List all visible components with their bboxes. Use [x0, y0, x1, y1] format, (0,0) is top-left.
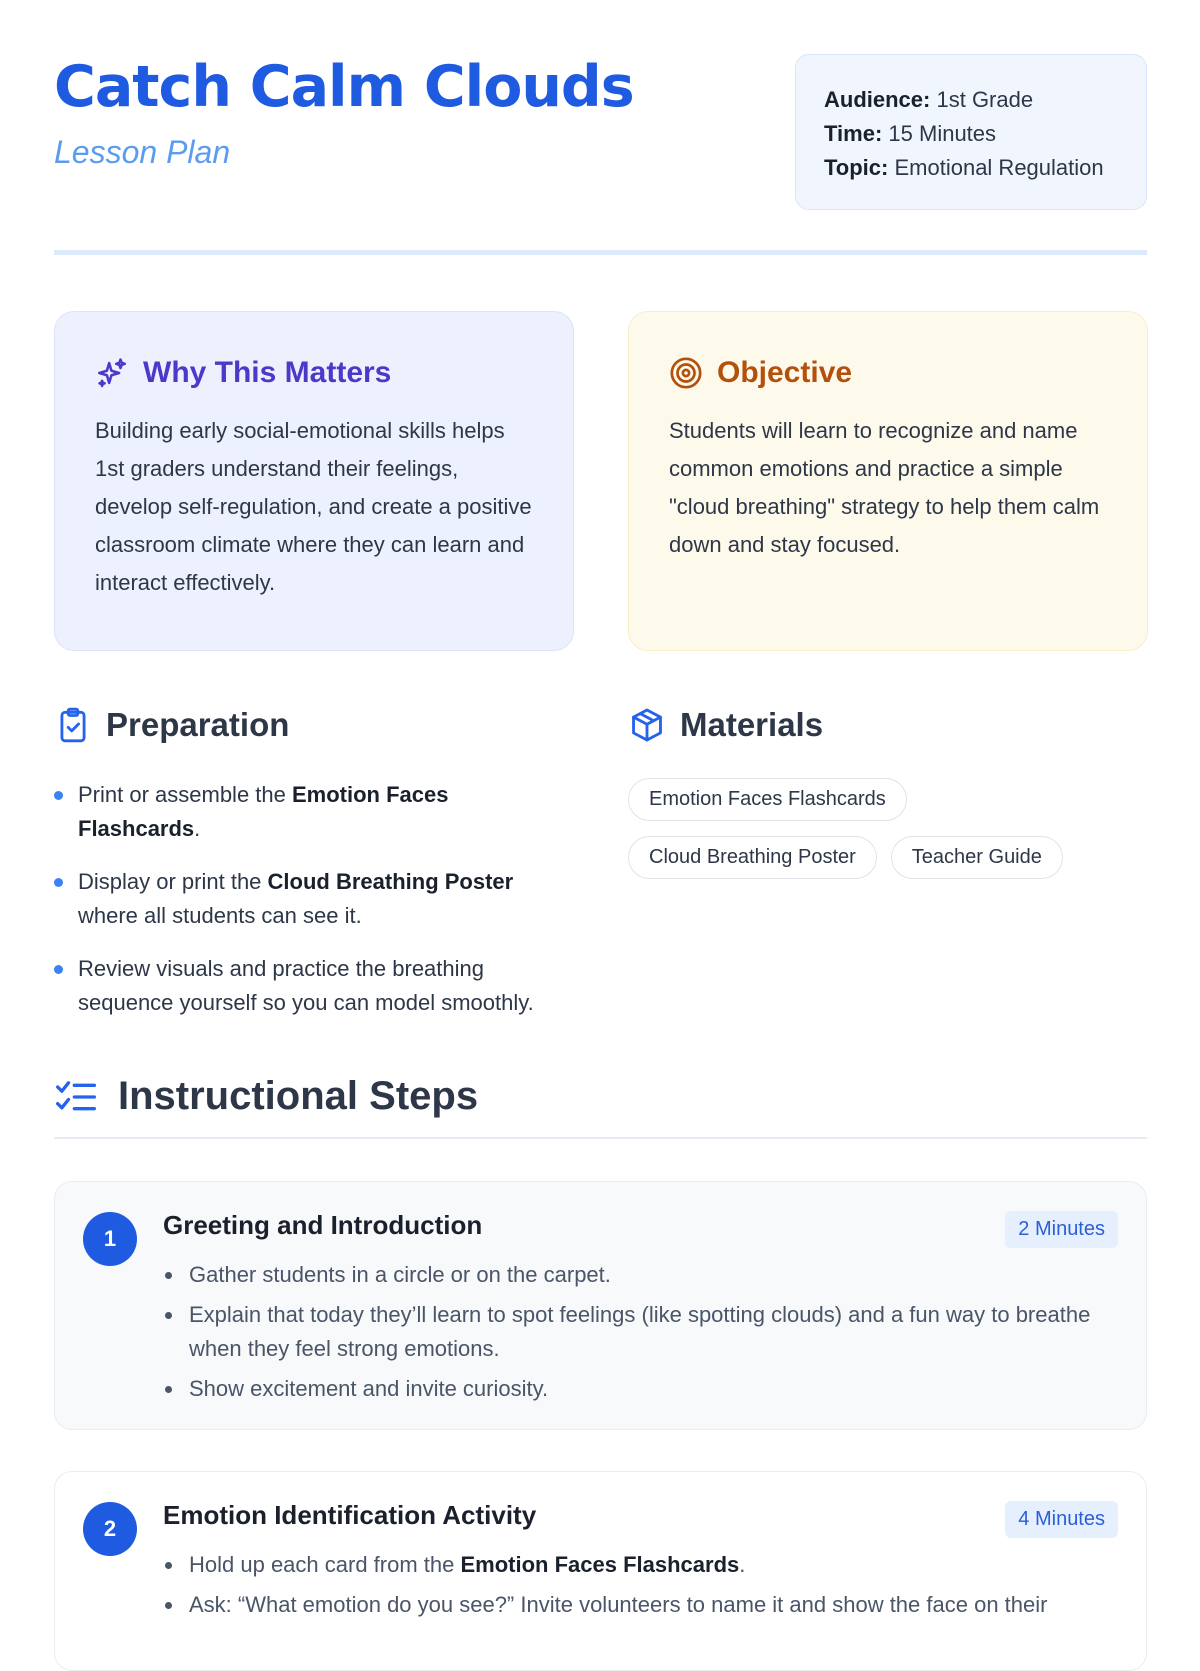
step-bullets [163, 1258, 1123, 1412]
meta-label: Topic: [824, 155, 889, 180]
item-text: Show excitement and invite curiosity. [189, 1376, 549, 1401]
box-icon [628, 706, 666, 744]
sparkles-icon [95, 356, 129, 390]
steps-heading: Instructional Steps [118, 1074, 479, 1118]
list-item [163, 1298, 1123, 1366]
target-icon [669, 356, 703, 390]
item-text: Display or print the [78, 869, 268, 894]
objective-heading: Objective [717, 356, 853, 389]
list-item [54, 778, 574, 846]
step-title: Emotion Identification Activity [163, 1500, 537, 1530]
steps-divider [54, 1137, 1147, 1139]
preparation-heading: Preparation [106, 706, 290, 743]
list-item [163, 1258, 1123, 1292]
item-bold: Emotion Faces Flashcards [78, 782, 449, 841]
step-duration-badge: 2 Minutes [1005, 1211, 1118, 1248]
list-item [163, 1372, 1123, 1406]
list-item [163, 1548, 1123, 1582]
step-number-badge: 1 [83, 1212, 137, 1266]
preparation-heading-row [54, 706, 289, 744]
preparation-list [54, 778, 574, 1039]
item-text: . [739, 1552, 746, 1577]
materials-heading: Materials [680, 706, 824, 743]
step-number-badge: 2 [83, 1502, 137, 1556]
meta-value: 1st Grade [936, 87, 1034, 112]
item-bold: Cloud Breathing Poster [267, 869, 514, 894]
step-card [54, 1181, 1147, 1430]
objective-card [628, 311, 1148, 651]
meta-value: Emotional Regulation [894, 155, 1104, 180]
step-bullets [163, 1548, 1123, 1628]
lesson-meta-box [795, 54, 1147, 210]
meta-label: Time: [824, 121, 883, 146]
item-text: Explain that today they’ll learn to spot feelings (like spotting clouds) and a fun way to breathe when they feel strong emotions. [189, 1302, 1091, 1361]
materials-chips [628, 778, 1148, 894]
item-text: Print or assemble the [78, 782, 292, 807]
lesson-header [54, 52, 1147, 212]
why-heading: Why This Matters [143, 356, 392, 389]
step-duration-badge: 4 Minutes [1005, 1501, 1118, 1538]
item-text: Gather students in a circle or on the carpet. [189, 1262, 611, 1287]
item-text: Review visuals and practice the breathing sequence yourself so you can model smoothly. [78, 956, 534, 1015]
step-title: Greeting and Introduction [163, 1210, 483, 1240]
page-subtitle: Lesson Plan [54, 134, 231, 170]
checklist-icon [54, 1077, 98, 1117]
item-bold: Emotion Faces Flashcards [460, 1552, 740, 1577]
material-chip: Emotion Faces Flashcards [628, 778, 907, 821]
why-this-matters-card [54, 311, 574, 651]
meta-value: 15 Minutes [888, 121, 997, 146]
item-text: Ask: “What emotion do you see?” Invite volunteers to name it and show the face on their [189, 1592, 1048, 1617]
meta-audience [824, 83, 1118, 117]
steps-heading-row [54, 1074, 478, 1119]
why-heading-row [95, 356, 533, 390]
step-card [54, 1471, 1147, 1671]
meta-topic [824, 151, 1118, 185]
objective-text: Students will learn to recognize and name common emotions and practice a simple "cloud breathing" strategy to help them calm down and stay focused. [669, 418, 1100, 557]
list-item [163, 1588, 1123, 1622]
meta-label: Audience: [824, 87, 931, 112]
meta-time [824, 117, 1118, 151]
item-text: where all students can see it. [78, 903, 362, 928]
materials-heading-row [628, 706, 823, 744]
header-divider [54, 250, 1147, 255]
material-chip: Teacher Guide [891, 836, 1063, 879]
why-text: Building early social-emotional skills helps 1st graders understand their feelings, develop self-regulation, and create a positive classroom climate where they can learn and interact effectively. [95, 418, 532, 595]
item-text: Hold up each card from the [189, 1552, 461, 1577]
clipboard-check-icon [54, 706, 92, 744]
page-title: Catch Calm Clouds [54, 54, 634, 120]
objective-heading-row [669, 356, 1107, 390]
list-item [54, 952, 574, 1020]
item-text: . [194, 816, 201, 841]
material-chip: Cloud Breathing Poster [628, 836, 877, 879]
list-item [54, 865, 574, 933]
